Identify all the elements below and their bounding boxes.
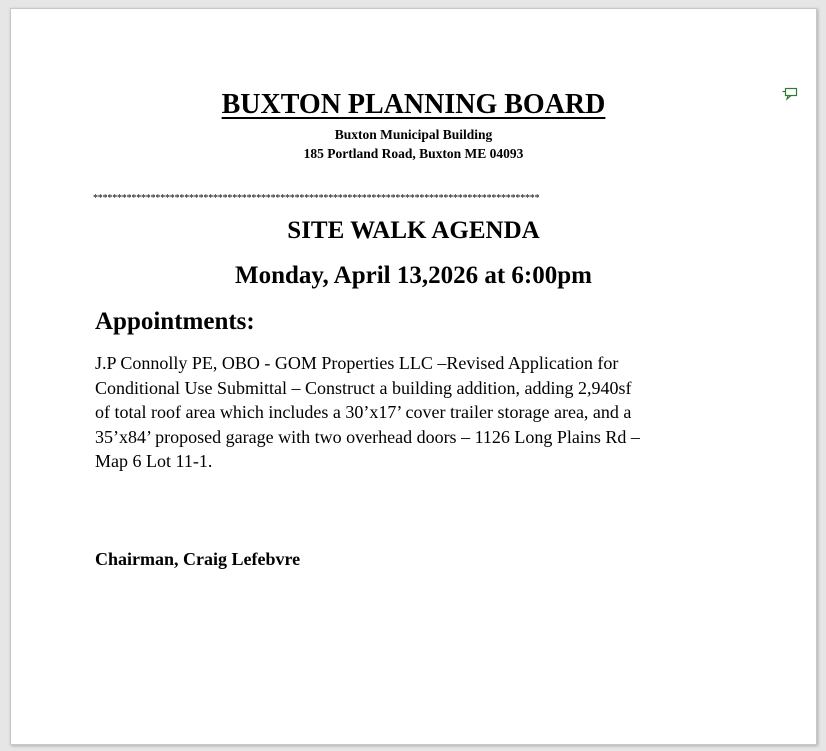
address-line-1: Buxton Municipal Building xyxy=(334,127,493,142)
page-title-text: BUXTON PLANNING BOARD xyxy=(221,89,606,120)
appointment-line-3: of total roof area which includes a 30’x17’ cover trailer storage area, and a xyxy=(95,402,632,423)
appointment-item xyxy=(95,351,725,474)
appointments-heading: Appointments: xyxy=(95,308,255,335)
page-title xyxy=(11,89,816,121)
appointment-line-1: J.P Connolly PE, OBO - GOM Properties LLC –Revised Application for xyxy=(95,353,619,373)
appointment-line-4: 35’x84’ proposed garage with two overhead doors – 1126 Long Plains Rd – xyxy=(95,426,640,447)
document-page xyxy=(10,8,817,745)
agenda-title: SITE WALK AGENDA xyxy=(287,217,540,244)
appointment-line-5: Map 6 Lot 11-1. xyxy=(95,451,213,472)
asterisk-divider: ********************************************************************************************* xyxy=(93,193,540,204)
appointment-line-2: Conditional Use Submittal – Construct a building addition, adding 2,940sf xyxy=(95,377,632,398)
address-line-2: 185 Portland Road, Buxton ME 04093 xyxy=(303,146,524,161)
chairman-signature: Chairman, Craig Lefebvre xyxy=(95,549,301,569)
meeting-date: Monday, April 13,2026 at 6:00pm xyxy=(235,262,592,289)
address-block xyxy=(11,125,816,163)
